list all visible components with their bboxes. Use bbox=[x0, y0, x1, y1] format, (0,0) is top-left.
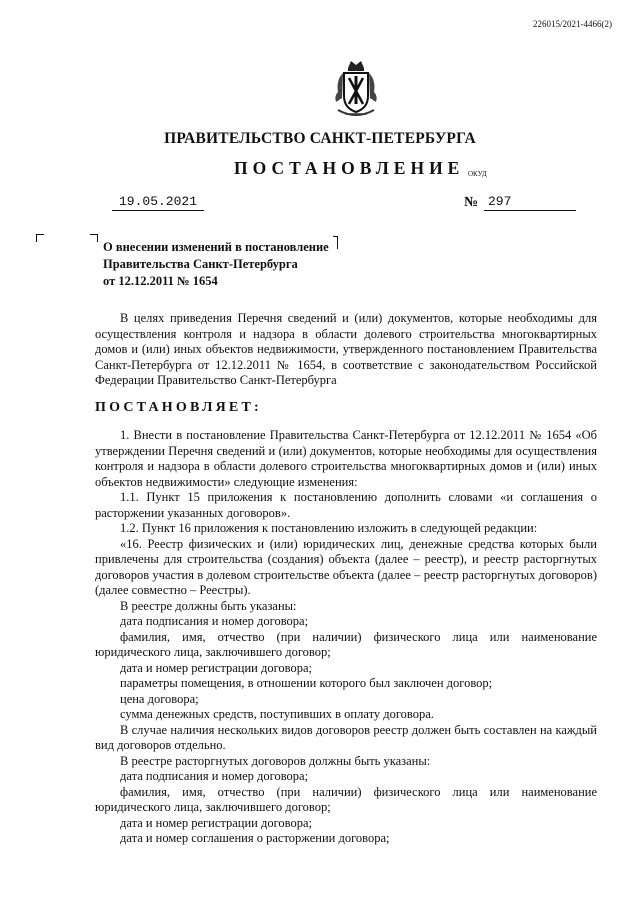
paragraph: дата и номер регистрации договора; bbox=[120, 815, 313, 830]
subject-block bbox=[103, 239, 329, 290]
preamble-text: В целях приведения Перечня сведений и (или) документов, которые необходимы для осуществления контроля и надзора в области долевого строительства многоквартирных домов и (или) иных объектов недвижимости, утвержденного постановлением Правительства Санкт-Петербурга от 12.12.2011 № 1654, в соответствие с законодательством Российской Федерации Правительство Санкт-Петербурга bbox=[95, 311, 597, 387]
paragraph: параметры помещения, в отношении которого был заключен договор; bbox=[120, 676, 493, 690]
coat-of-arms-icon bbox=[330, 58, 382, 120]
subject-line: О внесении изменений в постановление bbox=[103, 240, 329, 254]
resolves-heading: ПОСТАНОВЛЯЕТ: bbox=[95, 400, 262, 415]
corner-mark bbox=[333, 236, 338, 249]
preamble bbox=[95, 311, 597, 389]
subject-line: от 12.12.2011 № 1654 bbox=[103, 274, 218, 288]
paragraph: В реестре расторгнутых договоров должны быть указаны: bbox=[120, 753, 431, 768]
number-sign: № bbox=[464, 195, 479, 210]
document-type: ПОСТАНОВЛЕНИЕ bbox=[234, 158, 465, 178]
okud-label: ОКУД bbox=[468, 170, 487, 178]
document-date: 19.05.2021 bbox=[112, 194, 204, 211]
paragraph: 1. Внести в постановление Правительства Санкт-Петербурга от 12.12.2011 № 1654 «Об утверждении Перечня сведений и (или) документов, которые необходимы для осуществления контроля и надзора в области долевого строительства многоквартирных домов и (или) иных объектов недвижимости» следующие изменения: bbox=[95, 428, 597, 489]
government-title: ПРАВИТЕЛЬСТВО САНКТ-ПЕТЕРБУРГА bbox=[164, 130, 476, 147]
paragraph: фамилия, имя, отчество (при наличии) физического лица или наименование юридического лица, заключившего договор; bbox=[95, 784, 597, 814]
corner-mark bbox=[36, 234, 44, 242]
paragraph: дата подписания и номер договора; bbox=[120, 614, 309, 628]
paragraph: дата и номер регистрации договора; bbox=[120, 660, 313, 675]
paragraph: «16. Реестр физических и (или) юридических лиц, денежные средства которых были привлечены для строительства (создания) объекта (далее – реестр), и реестр расторгнутых договоров участия в долевом строительстве объекта (далее – реестр расторгнутых договоров) (далее совместно – Реестры). bbox=[95, 536, 597, 597]
document-number: 297 bbox=[484, 194, 576, 211]
paragraph: цена договора; bbox=[120, 691, 199, 706]
subject-line: Правительства Санкт-Петербурга bbox=[103, 257, 298, 271]
paragraph: 1.2. Пункт 16 приложения к постановлению изложить в следующей редакции: bbox=[120, 521, 538, 535]
corner-mark bbox=[90, 234, 98, 242]
paragraph: дата подписания и номер договора; bbox=[120, 769, 309, 783]
paragraph: В случае наличия нескольких видов договоров реестр должен быть составлен на каждый вид договоров отдельно. bbox=[95, 722, 597, 752]
paragraph: сумма денежных средств, поступивших в оплату договора. bbox=[120, 707, 434, 721]
paragraph: фамилия, имя, отчество (при наличии) физического лица или наименование юридического лица, заключившего договор; bbox=[95, 629, 597, 659]
paragraph: дата и номер соглашения о расторжении договора; bbox=[120, 831, 390, 845]
paragraph: 1.1. Пункт 15 приложения к постановлению дополнить словами «и соглашения о расторжении указанных договоров». bbox=[95, 490, 597, 520]
document-code: 226015/2021-4466(2) bbox=[533, 19, 612, 29]
paragraph: В реестре должны быть указаны: bbox=[120, 598, 297, 613]
main-text bbox=[95, 428, 597, 847]
